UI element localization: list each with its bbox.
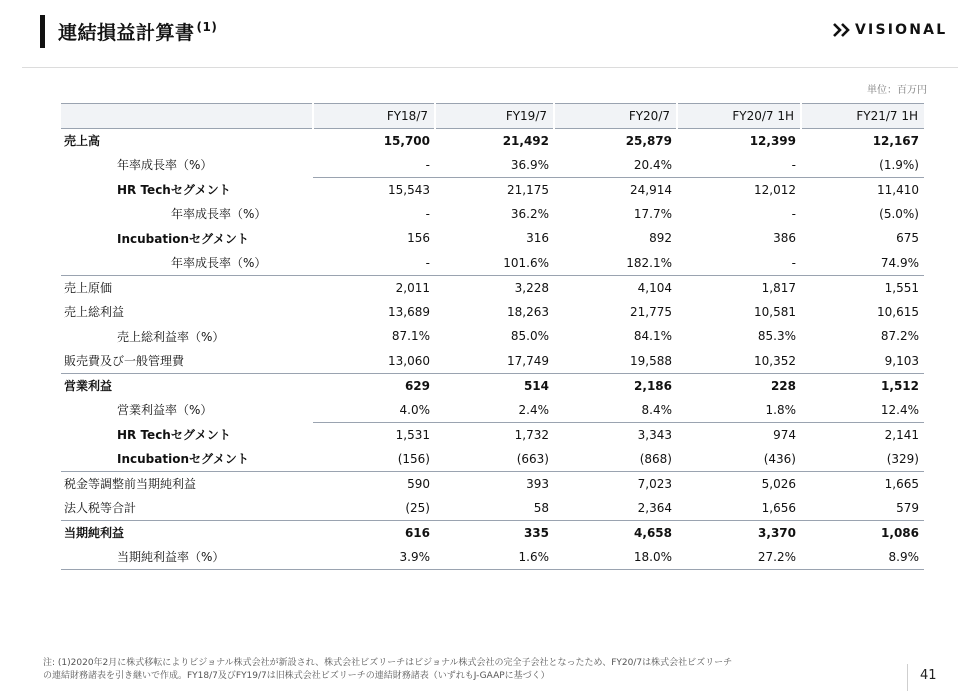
cell-value: 15,700 <box>383 133 430 148</box>
row-label: 当期純利益率（%） <box>61 545 313 570</box>
cell-value: (156) <box>397 451 430 466</box>
cell-value: 13,689 <box>388 304 430 319</box>
cell-value: 1,732 <box>435 422 554 447</box>
cell-value: 335 <box>435 520 554 545</box>
cell-value: 4.0% <box>399 402 430 417</box>
cell-value: 1,665 <box>801 471 924 496</box>
cell-value: 10,615 <box>877 304 919 319</box>
cell-value: 84.1% <box>633 329 672 344</box>
page-number-divider <box>907 664 908 691</box>
cell-value: (1.9%) <box>879 157 919 172</box>
cell-value: 58 <box>533 500 549 515</box>
row-label: 売上高 <box>64 134 101 148</box>
cell-value: - <box>425 255 430 270</box>
cell-value: 1,531 <box>313 422 435 447</box>
cell-value: 18.0% <box>554 545 677 570</box>
cell-value: (5.0%) <box>879 206 919 221</box>
cell-value: 4,104 <box>554 275 677 300</box>
table-row <box>61 300 924 325</box>
cell-value: 2,364 <box>637 500 672 515</box>
table-row <box>61 545 924 570</box>
cell-value: 18,263 <box>507 304 549 319</box>
cell-value: 2,141 <box>801 422 924 447</box>
table-row <box>61 520 924 545</box>
cell-value: 17,749 <box>507 353 549 368</box>
cell-value: 12,167 <box>872 133 919 148</box>
cell-value: 514 <box>435 373 554 398</box>
row-label: 売上総利益率（%） <box>117 329 225 344</box>
cell-value: 17.7% <box>633 206 672 221</box>
table-row <box>61 128 924 153</box>
row-label: 営業利益 <box>61 373 313 398</box>
cell-value: 36.2% <box>510 206 549 221</box>
table-header-row <box>61 104 924 129</box>
table-row <box>61 496 924 521</box>
cell-value: 2,186 <box>554 373 677 398</box>
cell-value: 3,343 <box>554 422 677 447</box>
cell-value: 85.0% <box>510 329 549 344</box>
column-header: FY20/7 <box>554 104 677 129</box>
footnote-line: 注: (1)2020年2月に株式移転によりビジョナル株式会社が新設され、株式会社ビズリーチはビジョナル株式会社の完全子会社となったため、FY20/7は株式会社ビズリーチ <box>43 658 733 668</box>
cell-value: (329) <box>886 451 919 466</box>
row-label: 販売費及び一般管理費 <box>64 354 185 368</box>
row-label: Incubationセグメント <box>117 452 249 466</box>
cell-value: 12,399 <box>749 133 796 148</box>
row-label: 年率成長率（%） <box>117 158 213 173</box>
cell-value: 87.2% <box>880 329 919 344</box>
cell-value: (663) <box>516 451 549 466</box>
table-row <box>61 251 924 276</box>
cell-value: 8.4% <box>641 402 672 417</box>
cell-value: 2.4% <box>518 402 549 417</box>
page-title-text: 連結損益計算書 <box>58 22 195 44</box>
cell-value: 10,352 <box>754 353 796 368</box>
footnote <box>43 657 843 683</box>
cell-value: 19,588 <box>630 353 672 368</box>
cell-value: - <box>425 157 430 172</box>
cell-value: - <box>791 255 796 270</box>
row-label: 売上原価 <box>61 275 313 300</box>
cell-value: 182.1% <box>626 255 672 270</box>
cell-value: 87.1% <box>391 329 430 344</box>
table-row <box>61 226 924 251</box>
cell-value: - <box>425 206 430 221</box>
cell-value: 3,228 <box>435 275 554 300</box>
cell-value: 974 <box>677 422 801 447</box>
cell-value: 316 <box>526 231 549 246</box>
cell-value: - <box>791 206 796 221</box>
cell-value: - <box>791 157 796 172</box>
row-label: 年率成長率（%） <box>171 207 267 222</box>
page-title <box>58 18 217 45</box>
cell-value: 386 <box>773 231 796 246</box>
cell-value: 36.9% <box>510 157 549 172</box>
row-label: 税金等調整前当期純利益 <box>61 471 313 496</box>
cell-value: 2,011 <box>313 275 435 300</box>
table-row <box>61 177 924 202</box>
row-label: 売上総利益 <box>64 305 125 320</box>
cell-value: 3,370 <box>677 520 801 545</box>
cell-value: 101.6% <box>503 255 549 270</box>
row-label: Incubationセグメント <box>117 231 249 246</box>
cell-value: 21,492 <box>502 133 549 148</box>
cell-value: 675 <box>896 231 919 246</box>
cell-value: 4,658 <box>554 520 677 545</box>
table-row <box>61 447 924 472</box>
cell-value: 579 <box>896 500 919 515</box>
cell-value: (436) <box>763 451 796 466</box>
cell-value: 1,656 <box>761 500 796 515</box>
table-row <box>61 324 924 349</box>
cell-value: 12.4% <box>880 402 919 417</box>
column-header: FY20/7 1H <box>677 104 801 129</box>
cell-value: 3.9% <box>313 545 435 570</box>
row-label: 法人税等合計 <box>64 501 137 515</box>
cell-value: 8.9% <box>801 545 924 570</box>
cell-value: 1,086 <box>801 520 924 545</box>
cell-value: 1,551 <box>801 275 924 300</box>
cell-value: 9,103 <box>884 353 919 368</box>
income-statement-table <box>61 103 924 570</box>
cell-value: 5,026 <box>677 471 801 496</box>
row-label: HR Techセグメント <box>117 427 231 442</box>
cell-value: 21,175 <box>435 177 554 202</box>
cell-value: 15,543 <box>313 177 435 202</box>
cell-value: 27.2% <box>677 545 801 570</box>
company-logo <box>833 22 947 38</box>
table-row <box>61 373 924 398</box>
cell-value: 25,879 <box>625 133 672 148</box>
cell-value: 629 <box>313 373 435 398</box>
cell-value: 616 <box>313 520 435 545</box>
cell-value: 24,914 <box>554 177 677 202</box>
cell-value: 13,060 <box>388 353 430 368</box>
row-label: 当期純利益 <box>61 520 313 545</box>
unit-label: 単位：百万円 <box>867 85 927 96</box>
table-row <box>61 153 924 178</box>
cell-value: 12,012 <box>677 177 801 202</box>
footnote-line: の連結財務諸表を引き継いで作成。FY18/7及びFY19/7は旧株式会社ビズリーチの連結財務諸表（いずれもJ-GAAPに基づく） <box>43 671 550 681</box>
title-footnote-mark: (1) <box>196 20 218 34</box>
cell-value: 1,817 <box>677 275 801 300</box>
table-row <box>61 275 924 300</box>
page-number: 41 <box>920 668 937 683</box>
cell-value: 74.9% <box>880 255 919 270</box>
header-divider <box>22 67 958 68</box>
cell-value: 85.3% <box>757 329 796 344</box>
column-header: FY21/7 1H <box>801 104 924 129</box>
cell-value: 11,410 <box>801 177 924 202</box>
row-label: HR Techセグメント <box>117 182 231 197</box>
cell-value: 156 <box>407 231 430 246</box>
cell-value: (25) <box>405 500 430 515</box>
cell-value: 590 <box>313 471 435 496</box>
column-header: FY19/7 <box>435 104 554 129</box>
table-row <box>61 422 924 447</box>
cell-value: 1.6% <box>435 545 554 570</box>
cell-value: 393 <box>435 471 554 496</box>
cell-value: 892 <box>649 231 672 246</box>
logo-text: VISIONAL <box>855 22 948 38</box>
cell-value: 228 <box>677 373 801 398</box>
cell-value: 7,023 <box>554 471 677 496</box>
cell-value: 1,512 <box>801 373 924 398</box>
row-label: 営業利益率（%） <box>117 403 213 418</box>
title-accent-bar <box>40 15 45 48</box>
table-row <box>61 398 924 423</box>
table-row <box>61 349 924 374</box>
table-row <box>61 202 924 227</box>
cell-value: 1.8% <box>765 402 796 417</box>
cell-value: 10,581 <box>754 304 796 319</box>
header-blank <box>61 104 313 129</box>
cell-value: 21,775 <box>630 304 672 319</box>
row-label: 年率成長率（%） <box>171 256 267 270</box>
table-row <box>61 471 924 496</box>
cell-value: 20.4% <box>633 157 672 172</box>
cell-value: (868) <box>639 451 672 466</box>
logo-chevron-icon <box>833 23 851 37</box>
column-header: FY18/7 <box>313 104 435 129</box>
